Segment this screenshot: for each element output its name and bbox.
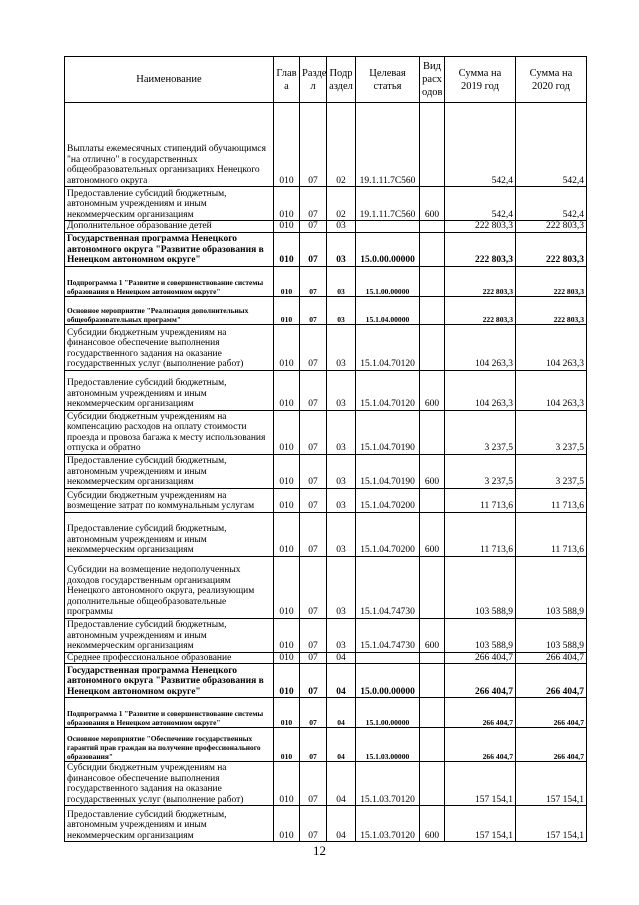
cell-glava: 010 [274,187,300,221]
cell-vid [420,266,445,296]
cell-name: Основное мероприятие "Обеспечение государственных гарантий прав граждан на получение профессионального образования" [65,728,274,762]
cell-glava: 010 [274,488,300,512]
cell-name: Предоставление субсидий бюджетным, автономным учреждениям и иным некоммерческим организациям [65,618,274,652]
cell-razdel: 07 [300,698,327,728]
table-row [65,266,587,296]
cell-glava: 010 [274,512,300,556]
cell-sum-2020: 103 588,9 [516,556,587,618]
cell-name: Предоставление субсидий бюджетным, автономным учреждениям и иным некоммерческим организациям [65,454,274,488]
header-glava: Глав а [274,57,300,103]
header-target: Целевая статья [356,57,420,103]
table-row [65,370,587,410]
cell-sum-2019: 104 263,3 [445,370,516,410]
cell-podrazdel: 04 [327,698,356,728]
cell-glava: 010 [274,698,300,728]
table-row [65,324,587,370]
cell-target: 15.1.00.00000 [356,698,420,728]
page-number: 12 [313,843,326,858]
cell-sum-2019: 103 588,9 [445,618,516,652]
cell-sum-2020: 222 803,3 [516,232,587,266]
cell-name: Субсидии бюджетным учреждениям на компенсацию расходов на оплату стоимости проезда и провоза багажа к месту использования отпуска и обратно [65,410,274,454]
cell-podrazdel: 03 [327,296,356,324]
header-row [65,57,587,103]
cell-podrazdel: 03 [327,266,356,296]
cell-sum-2020: 542,4 [516,187,587,221]
cell-sum-2020: 542,4 [516,103,587,187]
cell-sum-2019: 3 237,5 [445,410,516,454]
cell-name: Дополнительное образование детей [65,221,274,233]
cell-sum-2020: 3 237,5 [516,454,587,488]
table-row [65,512,587,556]
cell-vid: 600 [420,370,445,410]
cell-razdel: 07 [300,618,327,652]
table-row [65,410,587,454]
cell-sum-2019: 266 404,7 [445,698,516,728]
table-row [65,762,587,806]
cell-vid: 600 [420,512,445,556]
cell-razdel: 07 [300,652,327,664]
cell-sum-2020: 104 263,3 [516,370,587,410]
cell-razdel: 07 [300,324,327,370]
cell-vid [420,728,445,762]
cell-podrazdel: 03 [327,618,356,652]
cell-glava: 010 [274,556,300,618]
cell-target: 15.1.04.74730 [356,618,420,652]
cell-sum-2020: 266 404,7 [516,728,587,762]
cell-vid [420,664,445,698]
cell-sum-2019: 11 713,6 [445,488,516,512]
cell-sum-2020: 266 404,7 [516,698,587,728]
cell-sum-2020: 104 263,3 [516,324,587,370]
cell-name: Предоставление субсидий бюджетным, автономным учреждениям и иным некоммерческим организациям [65,187,274,221]
cell-podrazdel: 03 [327,221,356,233]
cell-sum-2019: 222 803,3 [445,221,516,233]
table-row [65,454,587,488]
cell-target: 15.1.04.70120 [356,324,420,370]
cell-sum-2020: 11 713,6 [516,488,587,512]
cell-glava: 010 [274,664,300,698]
cell-name: Государственная программа Ненецкого автономного округа "Развитие образования в Ненецком автономном округе" [65,664,274,698]
cell-target: 15.1.04.70200 [356,488,420,512]
table-row [65,488,587,512]
cell-vid [420,103,445,187]
cell-podrazdel: 03 [327,454,356,488]
cell-podrazdel: 03 [327,324,356,370]
table-row [65,652,587,664]
cell-target [356,652,420,664]
header-sum-2020: Сумма на 2020 год [516,57,587,103]
table-row [65,806,587,842]
cell-glava: 010 [274,324,300,370]
header-name: Наименование [65,57,274,103]
cell-razdel: 07 [300,454,327,488]
cell-sum-2020: 157 154,1 [516,762,587,806]
table-row [65,221,587,233]
cell-name: Выплаты ежемесячных стипендий обучающимся "на отлично" в государственных общеобразовательных организациях Ненецкого автономного округа [65,103,274,187]
cell-razdel: 07 [300,266,327,296]
cell-target: 15.1.03.70120 [356,762,420,806]
cell-target: 15.0.00.00000 [356,232,420,266]
cell-razdel: 07 [300,556,327,618]
cell-name: Субсидии бюджетным учреждениям на возмещение затрат по коммунальным услугам [65,488,274,512]
table-row [65,187,587,221]
cell-vid: 600 [420,806,445,842]
budget-table [64,56,587,842]
table-row [65,728,587,762]
cell-sum-2019: 266 404,7 [445,728,516,762]
table-row [65,232,587,266]
cell-name: Среднее профессиональное образование [65,652,274,664]
cell-podrazdel: 03 [327,488,356,512]
cell-vid [420,296,445,324]
table-row [65,556,587,618]
cell-vid [420,652,445,664]
header-podrazdel: Подр аздел [327,57,356,103]
cell-name: Субсидии бюджетным учреждениям на финансовое обеспечение выполнения государственного задания на оказание государственных услуг (выполнение работ) [65,762,274,806]
cell-name: Государственная программа Ненецкого автономного округа "Развитие образования в Ненецком автономном округе" [65,232,274,266]
cell-target: 19.1.11.7С560 [356,103,420,187]
cell-sum-2020: 266 404,7 [516,652,587,664]
cell-name: Основное мероприятие "Реализация дополнительных общеобразовательных программ" [65,296,274,324]
cell-name: Субсидии бюджетным учреждениям на финансовое обеспечение выполнения государственного задания на оказание государственных услуг (выполнение работ) [65,324,274,370]
table-row [65,618,587,652]
cell-glava: 010 [274,370,300,410]
cell-vid [420,556,445,618]
cell-podrazdel: 04 [327,806,356,842]
cell-vid [420,324,445,370]
cell-podrazdel: 04 [327,652,356,664]
cell-sum-2019: 103 588,9 [445,556,516,618]
cell-glava: 010 [274,221,300,233]
cell-vid [420,488,445,512]
cell-target: 15.1.04.70190 [356,454,420,488]
cell-vid [420,698,445,728]
cell-name: Предоставление субсидий бюджетным, автономным учреждениям и иным некоммерческим организациям [65,806,274,842]
cell-sum-2020: 11 713,6 [516,512,587,556]
cell-target: 15.0.00.00000 [356,664,420,698]
cell-razdel: 07 [300,370,327,410]
cell-vid: 600 [420,618,445,652]
cell-sum-2020: 157 154,1 [516,806,587,842]
cell-glava: 010 [274,618,300,652]
cell-razdel: 07 [300,296,327,324]
cell-glava: 010 [274,266,300,296]
cell-razdel: 07 [300,221,327,233]
cell-sum-2020: 222 803,3 [516,296,587,324]
cell-sum-2019: 157 154,1 [445,806,516,842]
cell-target [356,221,420,233]
cell-vid [420,762,445,806]
cell-glava: 010 [274,103,300,187]
cell-podrazdel: 04 [327,762,356,806]
cell-razdel: 07 [300,103,327,187]
cell-razdel: 07 [300,187,327,221]
cell-target: 15.1.00.00000 [356,266,420,296]
header-vid: Вид расх одов [420,57,445,103]
cell-sum-2019: 222 803,3 [445,266,516,296]
cell-glava: 010 [274,454,300,488]
cell-target: 15.1.04.00000 [356,296,420,324]
cell-target: 15.1.04.70120 [356,370,420,410]
header-razdel: Разде л [300,57,327,103]
cell-sum-2020: 222 803,3 [516,266,587,296]
cell-sum-2020: 266 404,7 [516,664,587,698]
cell-podrazdel: 02 [327,103,356,187]
cell-razdel: 07 [300,232,327,266]
cell-name: Субсидии на возмещение недополученных доходов государственным организациям Ненецкого автономного округа, реализующим дополнительные общеобразовательные программы [65,556,274,618]
cell-target: 19.1.11.7С560 [356,187,420,221]
cell-sum-2020: 222 803,3 [516,221,587,233]
cell-sum-2020: 103 588,9 [516,618,587,652]
cell-podrazdel: 04 [327,664,356,698]
cell-podrazdel: 03 [327,370,356,410]
cell-glava: 010 [274,806,300,842]
cell-vid: 600 [420,187,445,221]
cell-vid [420,232,445,266]
table-row [65,664,587,698]
cell-podrazdel: 03 [327,410,356,454]
cell-sum-2019: 266 404,7 [445,652,516,664]
cell-sum-2020: 3 237,5 [516,410,587,454]
cell-target: 15.1.03.00000 [356,728,420,762]
cell-sum-2019: 222 803,3 [445,232,516,266]
cell-target: 15.1.04.74730 [356,556,420,618]
cell-glava: 010 [274,728,300,762]
cell-sum-2019: 542,4 [445,187,516,221]
cell-podrazdel: 02 [327,187,356,221]
cell-name: Предоставление субсидий бюджетным, автономным учреждениям и иным некоммерческим организациям [65,370,274,410]
cell-razdel: 07 [300,762,327,806]
cell-podrazdel: 04 [327,728,356,762]
cell-razdel: 07 [300,488,327,512]
cell-target: 15.1.04.70190 [356,410,420,454]
cell-glava: 010 [274,762,300,806]
cell-podrazdel: 03 [327,512,356,556]
cell-glava: 010 [274,410,300,454]
cell-glava: 010 [274,652,300,664]
cell-razdel: 07 [300,806,327,842]
cell-name: Подпрограмма 1 "Развитие и совершенствование системы образования в Ненецком автономном округе" [65,698,274,728]
cell-name: Предоставление субсидий бюджетным, автономным учреждениям и иным некоммерческим организациям [65,512,274,556]
cell-sum-2019: 157 154,1 [445,762,516,806]
cell-razdel: 07 [300,664,327,698]
cell-name: Подпрограмма 1 "Развитие и совершенствование системы образования в Ненецком автономном округе" [65,266,274,296]
header-sum-2019: Сумма на 2019 год [445,57,516,103]
cell-sum-2019: 266 404,7 [445,664,516,698]
cell-razdel: 07 [300,512,327,556]
table-body [65,103,587,842]
cell-podrazdel: 03 [327,232,356,266]
cell-glava: 010 [274,232,300,266]
table-row [65,296,587,324]
cell-vid: 600 [420,454,445,488]
cell-podrazdel: 03 [327,556,356,618]
cell-sum-2019: 3 237,5 [445,454,516,488]
table-row [65,103,587,187]
table-header [65,57,587,103]
cell-sum-2019: 542,4 [445,103,516,187]
cell-sum-2019: 222 803,3 [445,296,516,324]
cell-target: 15.1.04.70200 [356,512,420,556]
cell-razdel: 07 [300,410,327,454]
cell-target: 15.1.03.70120 [356,806,420,842]
cell-sum-2019: 11 713,6 [445,512,516,556]
table-row [65,698,587,728]
cell-razdel: 07 [300,728,327,762]
cell-glava: 010 [274,296,300,324]
cell-sum-2019: 104 263,3 [445,324,516,370]
cell-vid [420,410,445,454]
cell-vid [420,221,445,233]
